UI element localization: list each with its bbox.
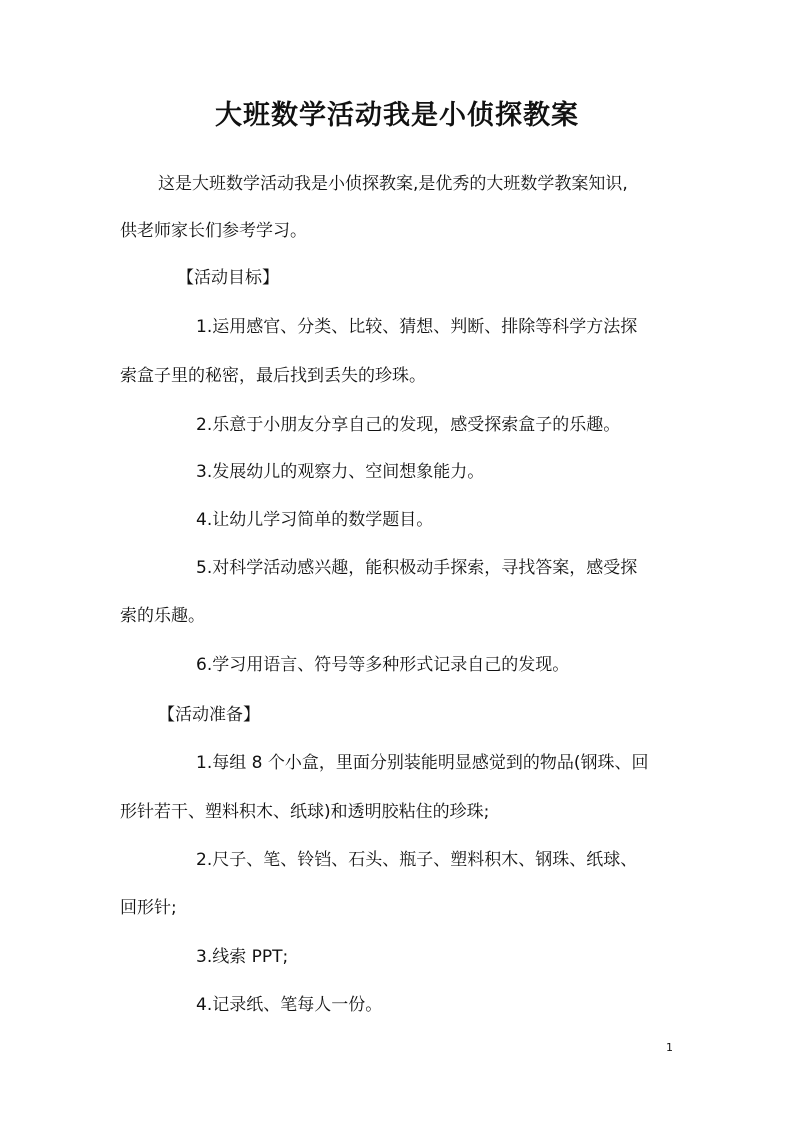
goal-item-4: 4.让幼儿学习简单的数学题目。 bbox=[196, 510, 434, 530]
goal-item-3: 3.发展幼儿的观察力、空间想象能力。 bbox=[196, 462, 485, 482]
document-title: 大班数学活动我是小侦探教案 bbox=[215, 100, 579, 131]
intro-line-2: 供老师家长们参考学习。 bbox=[120, 221, 307, 241]
intro-line-1: 这是大班数学活动我是小侦探教案,是优秀的大班数学教案知识, bbox=[158, 174, 628, 194]
preparation-heading: 【活动准备】 bbox=[158, 705, 260, 725]
goal-item-1-line-1: 1.运用感官、分类、比较、猜想、判断、排除等科学方法探 bbox=[196, 317, 638, 337]
goal-item-5-line-1: 5.对科学活动感兴趣，能积极动手探索，寻找答案，感受探 bbox=[196, 558, 638, 578]
page-number: 1 bbox=[666, 1041, 673, 1054]
goal-item-2: 2.乐意于小朋友分享自己的发现，感受探索盒子的乐趣。 bbox=[196, 415, 621, 435]
goal-item-6: 6.学习用语言、符号等多种形式记录自己的发现。 bbox=[196, 655, 570, 675]
goal-item-1-line-2: 索盒子里的秘密，最后找到丢失的珍珠。 bbox=[120, 366, 426, 386]
preparation-item-3: 3.线索 PPT; bbox=[196, 947, 289, 967]
preparation-item-2-line-1: 2.尺子、笔、铃铛、石头、瓶子、塑料积木、钢珠、纸球、 bbox=[196, 850, 638, 870]
preparation-item-1-line-2: 形针若干、塑料积木、纸球)和透明胶粘住的珍珠; bbox=[120, 802, 490, 822]
preparation-item-1-line-1: 1.每组 8 个小盒，里面分别装能明显感觉到的物品(钢珠、回 bbox=[196, 753, 649, 773]
goal-item-5-line-2: 索的乐趣。 bbox=[120, 606, 205, 626]
preparation-item-4: 4.记录纸、笔每人一份。 bbox=[196, 995, 383, 1015]
goals-heading: 【活动目标】 bbox=[177, 268, 279, 288]
preparation-item-2-line-2: 回形针; bbox=[120, 898, 177, 918]
